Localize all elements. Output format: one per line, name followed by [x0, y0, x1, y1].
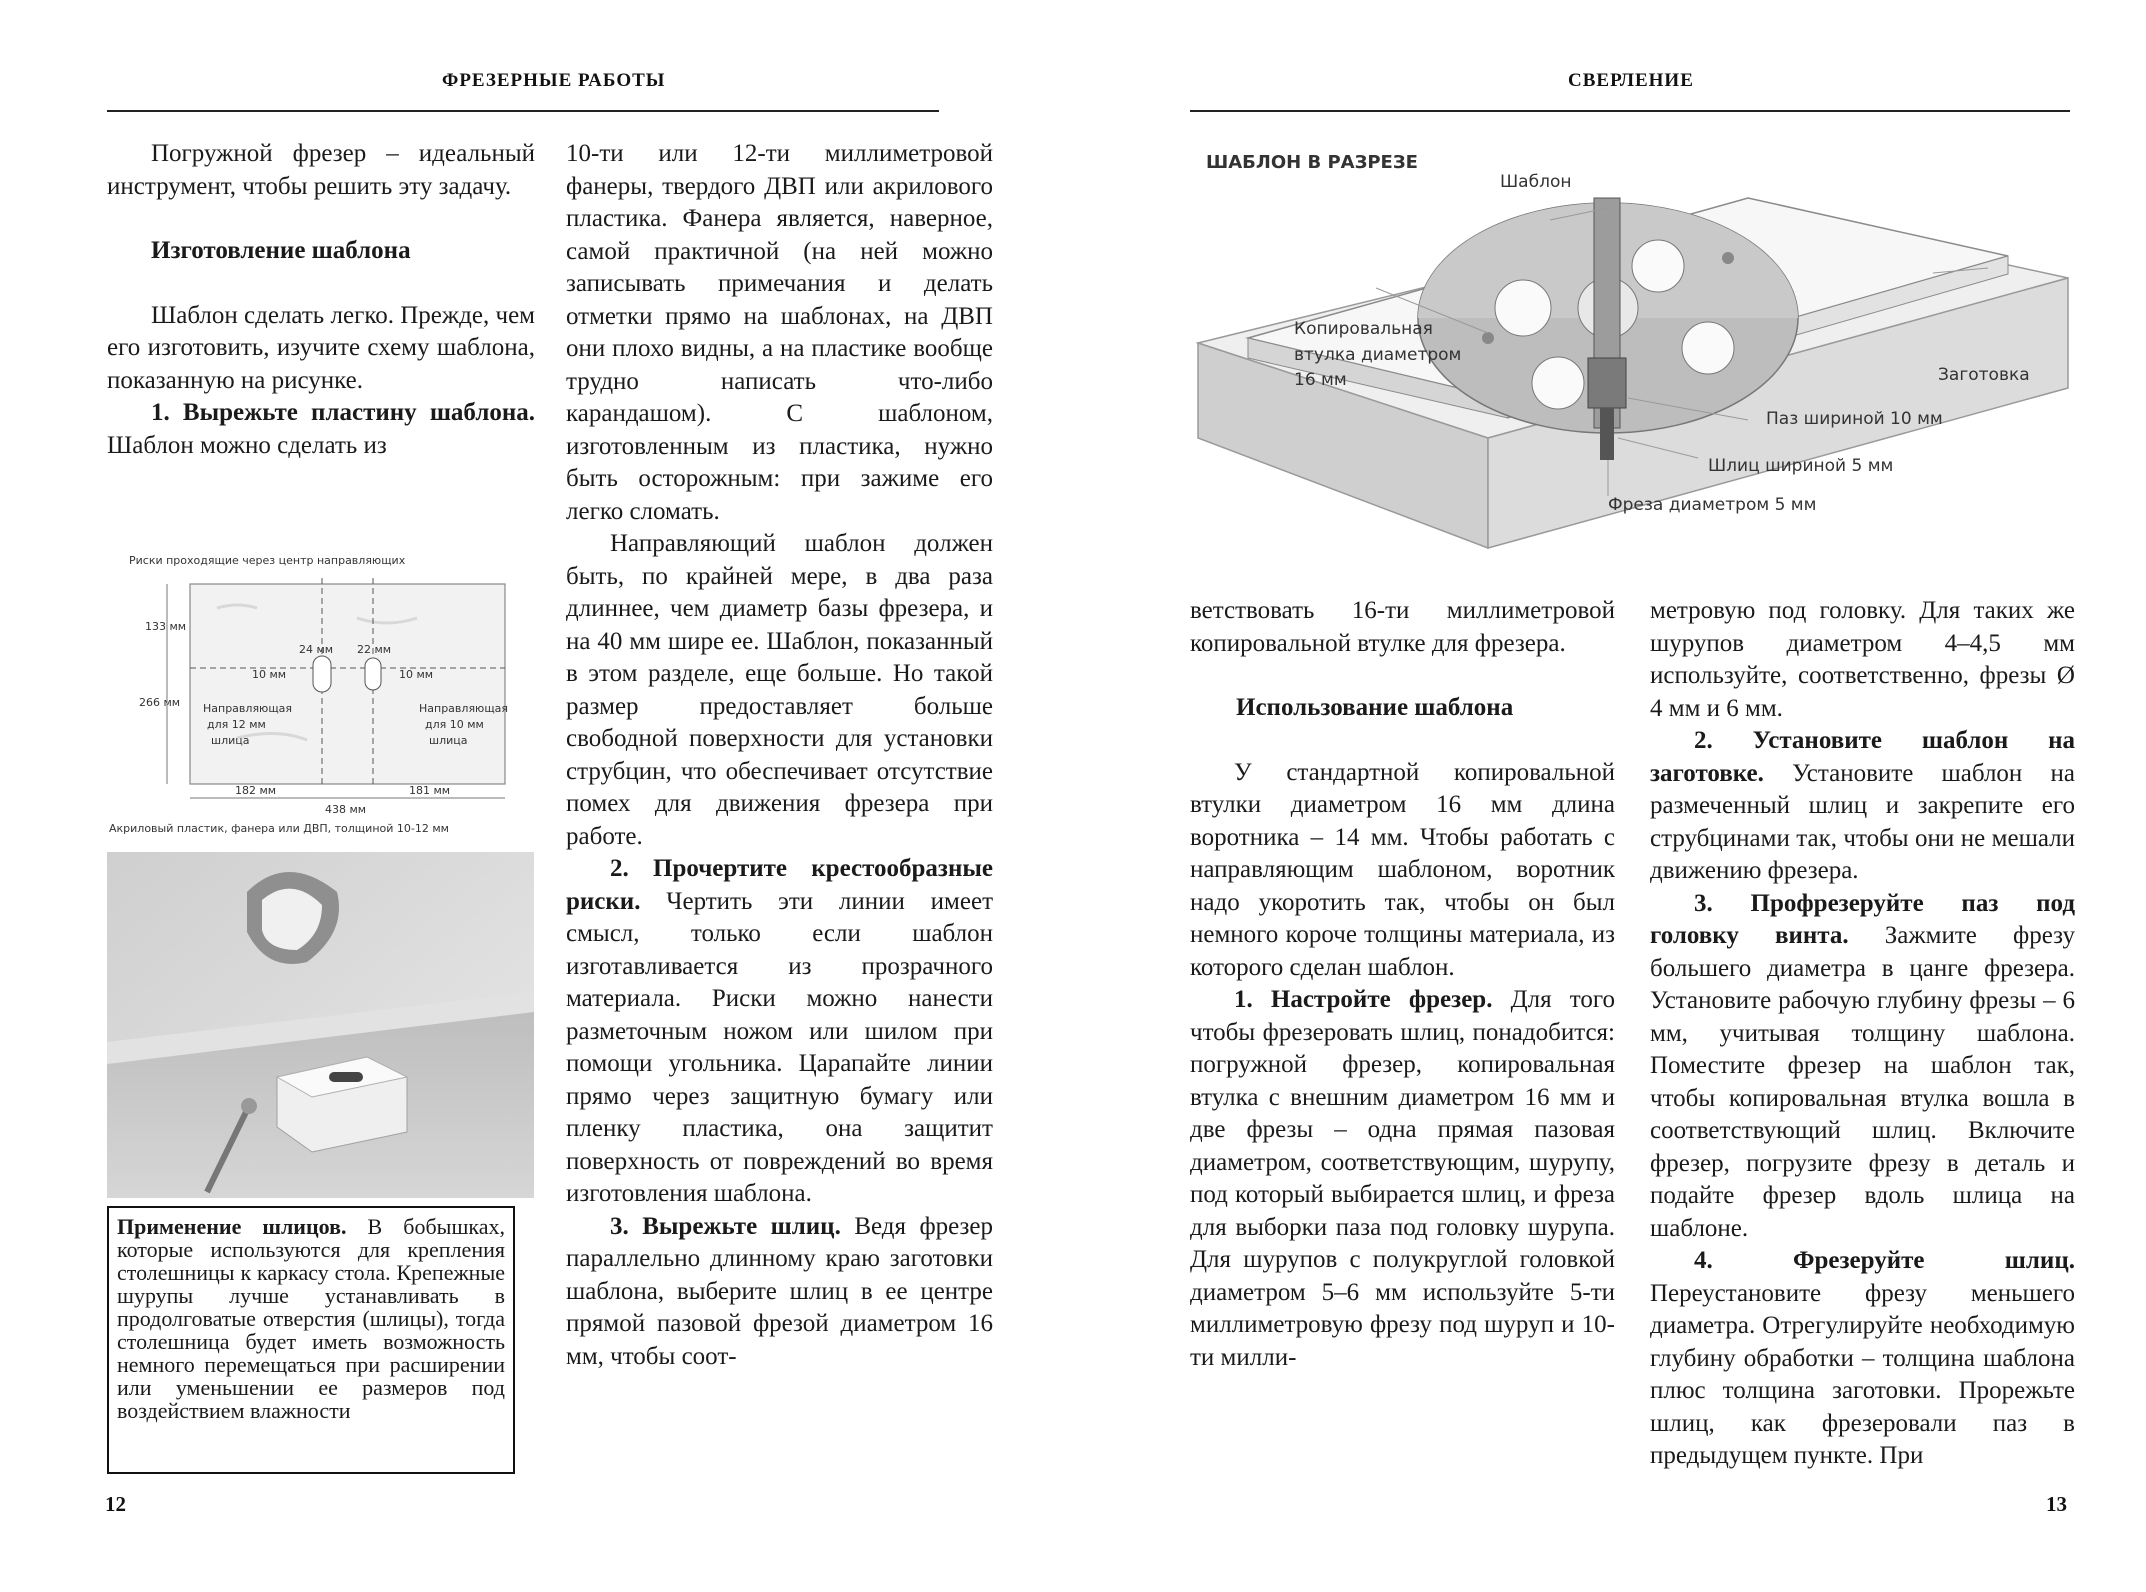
label-slot: Шлиц шириной 5 мм: [1708, 456, 1894, 476]
paragraph: Шаблон сделать легко. Прежде, чем его изготовить, изучите схему шаблона, показанную на рисунке.: [107, 301, 535, 394]
label-bushing-line3: 16 мм: [1294, 370, 1347, 390]
dim-438: 438 мм: [325, 803, 367, 816]
step-2: [566, 853, 993, 1211]
step-title: 2. Установите шаблон на заготовке.: [1650, 727, 2075, 787]
running-head-right: СВЕРЛЕНИЕ: [1568, 70, 1694, 91]
label-groove: Паз шириной 10 мм: [1766, 409, 1943, 429]
figure-top-caption: Риски проходящие через центр направляющих: [129, 554, 406, 567]
label-bushing-line2: втулка диаметром: [1294, 345, 1462, 365]
step-title: 1. Настройте фрезер.: [1234, 986, 1493, 1013]
header-rule-left: [107, 110, 939, 112]
step-3: [566, 1211, 993, 1374]
dim-133: 133 мм: [145, 620, 187, 633]
page-number-left: 12: [105, 1492, 126, 1516]
step-text: Установите шаблон на размеченный шлиц и закрепите его струбцинами так, чтобы они не мешали движению фрезера.: [1650, 759, 2075, 884]
guide-left-line2: для 12 мм: [207, 718, 266, 731]
guide-right-line2: для 10 мм: [425, 718, 484, 731]
step-title: 2. Прочертите крестообразные риски.: [566, 855, 993, 915]
section-heading: Изготовление шаблона: [151, 237, 411, 264]
dim-10-right: 10 мм: [399, 668, 434, 681]
guide-left-line1: Направляющая: [203, 702, 293, 715]
right-column-2: [1650, 595, 2075, 1473]
template-dimension-figure: [107, 548, 537, 838]
intro-paragraph: Погружной фрезер – идеальный инструмент, чтобы решить эту задачу.: [107, 140, 535, 200]
label-template: Шаблон: [1500, 172, 1572, 192]
step-4: [1650, 1245, 2075, 1473]
step-text: Для того чтобы фрезеровать шлиц, понадобится: погружной фрезер, копировальная втулка с внешним диаметром 16 мм и две фрезы – одна прямая пазовая диаметром, соответствующим, шурупу, под который выбирается шлиц, и фреза для выборки паза под головку шурупа. Для шурупов с полукруглой головкой диаметром 5–6 мм используйте 5-ти миллиметровую фрезу под шуруп и 10-ти милли-: [1190, 986, 1616, 1371]
guide-right-line3: шлица: [429, 734, 468, 747]
dim-181: 181 мм: [409, 784, 451, 797]
step-1: [1190, 984, 1615, 1374]
step-title: 1. Вырежьте пластину шаблона.: [151, 399, 535, 426]
paragraph: Направляющий шаблон должен быть, по крайней мере, в два раза длиннее, чем диаметр базы фрезера, и на 40 мм шире ее. Шаблон, показанный в этом разделе, еще больше. Но такой размер предоставляет больше свободной поверхности для установки струбцин, что обеспечивает отсутствие помех для движения фрезера при работе.: [566, 530, 993, 850]
right-column-1: [1190, 595, 1615, 1374]
label-bushing-line1: Копировальная: [1294, 319, 1433, 339]
step-text: Переустановите фрезу меньшего диаметра. Отрегулируйте необходимую глубину обработки – толщина шаблона плюс толщина заготовки. Прорежьте шлиц, как фрезеровали паз в предыдущем пункте. При: [1650, 1279, 2075, 1469]
guide-left-line3: шлица: [211, 734, 250, 747]
dim-266: 266 мм: [139, 696, 181, 709]
paragraph: ветствовать 16-ти миллиметровой копировальной втулке для фрезера.: [1190, 597, 1615, 657]
step-2: [1650, 725, 2075, 888]
paragraph: метровую под головку. Для таких же шурупов диаметром 4–4,5 мм используйте, соответственно, фрезы Ø 4 мм и 6 мм.: [1650, 597, 2075, 722]
label-bit: Фреза диаметром 5 мм: [1608, 495, 1817, 515]
step-text: Чертить эти линии имеет смысл, только если шаблон изготавливается из прозрачного материала. Риски можно нанести разметочным ножом или шилом при помощи угольника. Царапайте линии прямо через защитную бумагу или пленку пластика, она защитит поверхность от повреждений во время изготовления шаблона.: [566, 887, 993, 1207]
step-title: 3. Профрезеруйте паз под головку винта.: [1650, 889, 2075, 949]
page-number-right: 13: [2046, 1492, 2067, 1516]
label-workpiece: Заготовка: [1938, 365, 2030, 385]
step-1: [107, 397, 535, 462]
sidebar-text: В бобышках, которые используются для крепления столешницы к каркасу стола. Крепежные шурупы лучше устанавливать в продолговатые отверстия (шлицы), тогда столешница будет иметь возможность немного перемещаться при расширении или уменьшении ее размеров под воздействием влажности: [117, 1214, 506, 1423]
header-rule-right: [1190, 110, 2070, 112]
dim-182: 182 мм: [235, 784, 277, 797]
dim-24: 24 мм: [299, 643, 334, 656]
sidebar-title: Применение шлицов.: [117, 1214, 347, 1239]
left-column-2: [566, 138, 993, 1373]
dim-22: 22 мм: [357, 643, 392, 656]
step-3: [1650, 888, 2075, 1246]
paragraph: У стандартной копировальной втулки диаметром 16 мм длина воротника – 14 мм. Чтобы работать с направляющим шаблоном, воротник надо укоротить так, чтобы он был немного короче толщины материала, из которого сделан шаблон.: [1190, 758, 1615, 981]
step-text: Шаблон можно сделать из: [107, 431, 387, 459]
template-section-diagram: [1188, 138, 2088, 598]
step-title: 4. Фрезеруйте шлиц.: [1694, 1247, 2075, 1274]
sidebar-box: [107, 1206, 515, 1474]
dim-10-left: 10 мм: [252, 668, 287, 681]
step-title: 3. Вырежьте шлиц.: [610, 1212, 841, 1240]
step-text: Ведя фрезер параллельно длинному краю заготовки шаблона, выберите шлиц в ее центре прямой пазовой фрезой диаметром 16 мм, чтобы соот-: [566, 1212, 994, 1370]
bracket-photo: [107, 852, 534, 1198]
guide-right-line1: Направляющая: [419, 702, 509, 715]
section-heading: Использование шаблона: [1236, 694, 1514, 721]
left-column-1: [107, 138, 535, 462]
figure-bottom-caption: Акриловый пластик, фанера или ДВП, толщиной 10-12 мм: [109, 822, 449, 835]
paragraph: 10-ти или 12-ти миллиметровой фанеры, твердого ДВП или акрилового пластика. Фанера является, наверное, самой практичной (на ней можно записывать примечания и делать отметки прямо на шаблонах, на ДВП они плохо видны, а на пластике вообще трудно написать что-либо карандашом). С шаблоном, изготовленным из пластика, нужно быть осторожным: при зажиме его легко сломать.: [566, 140, 993, 525]
step-text: Зажмите фрезу большего диаметра в цанге фрезера. Установите рабочую глубину фрезы – 6 мм, учитывая толщину шаблона. Поместите фрезер на шаблон так, чтобы копировальная втулка вошла в соответствующий шлиц. Включите фрезер, погрузите фрезу в деталь и подайте фрезер вдоль шлица на шаблоне.: [1650, 922, 2075, 1242]
running-head-left: ФРЕЗЕРНЫЕ РАБОТЫ: [442, 70, 666, 91]
diagram-title: ШАБЛОН В РАЗРЕЗЕ: [1206, 152, 1418, 173]
